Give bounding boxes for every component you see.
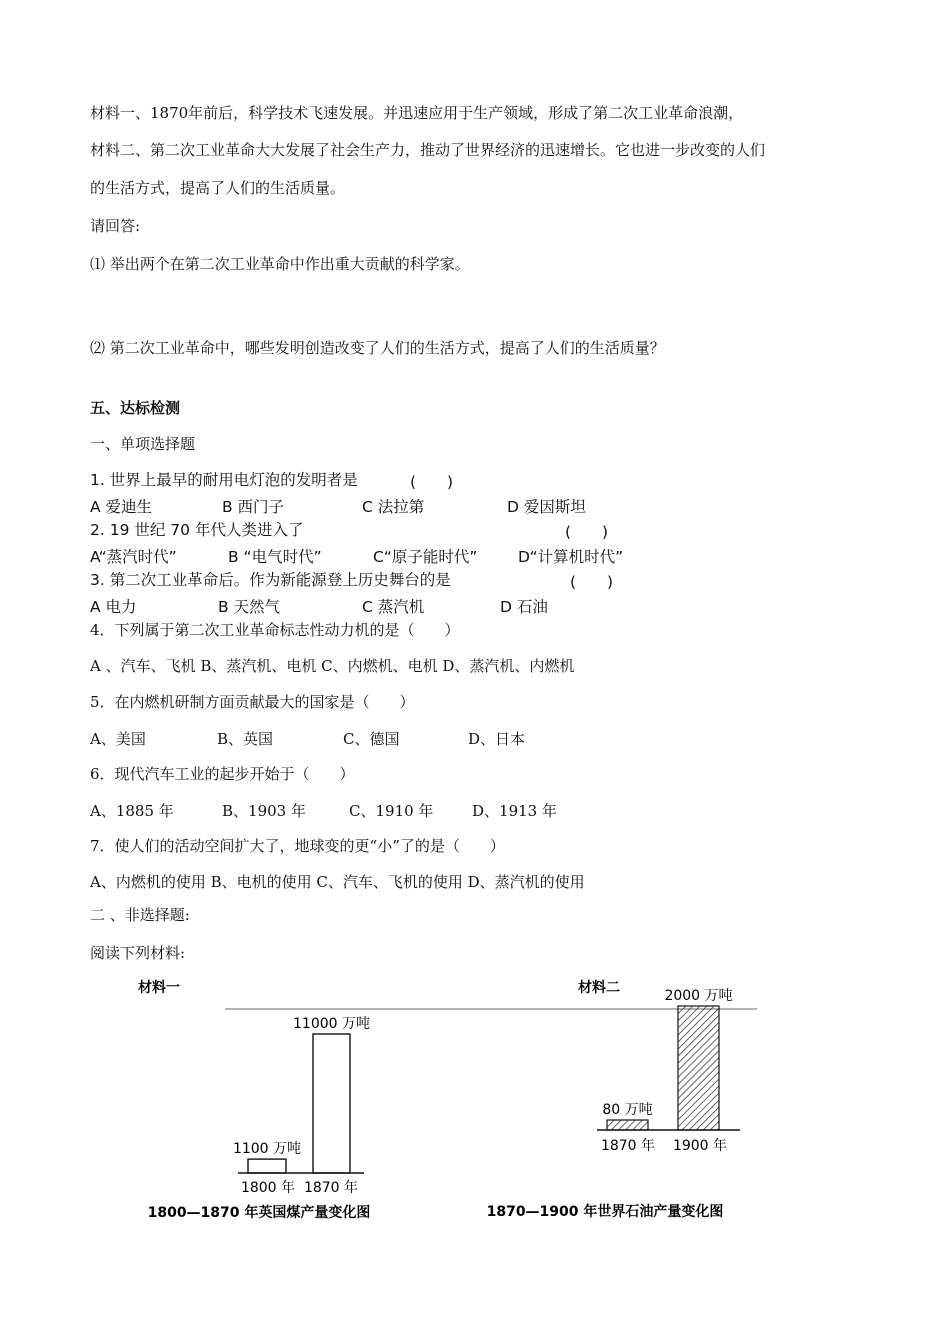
option-b: B、英国 [217, 730, 274, 748]
option-d: D“计算机时代” [518, 548, 624, 566]
option-a: A 电力 [90, 598, 137, 616]
chart-label: 材料一 [138, 980, 180, 996]
option-c: C、德国 [343, 730, 400, 748]
option-d: D、日本 [468, 730, 526, 748]
option-b: B “电气时代” [228, 548, 322, 566]
bar [678, 1006, 719, 1130]
option-a: A、美国 [90, 730, 146, 748]
chart-title: 1870—1900 年世界石油产量变化图 [486, 1204, 724, 1220]
options-line: A、内燃机的使用 B、电机的使用 C、汽车、飞机的使用 D、蒸汽机的使用 [90, 873, 585, 891]
option-a: A“蒸汽时代” [90, 548, 177, 566]
answer-paren: ( ) [410, 473, 454, 491]
question-stem: 6．现代汽车工业的起步开始于（ ） [90, 765, 355, 783]
option-c: C 法拉第 [362, 498, 425, 516]
option-a: A 爱迪生 [90, 498, 153, 516]
section-title: 五、达标检测 [90, 399, 181, 417]
chart-label: 材料二 [578, 980, 620, 996]
data-label: 11000 万吨 [293, 1016, 370, 1032]
option-d: D 石油 [500, 598, 548, 616]
bar-charts [0, 970, 950, 1230]
data-label: 2000 万吨 [664, 988, 733, 1004]
option-c: C 蒸汽机 [362, 598, 425, 616]
options-line: A 、汽车、飞机 B、蒸汽机、电机 C、内燃机、电机 D、蒸汽机、内燃机 [90, 657, 575, 675]
question-stem: 3. 第二次工业革命后。作为新能源登上历史舞台的是 [90, 571, 451, 589]
question-1-text: ⑴ 举出两个在第二次工业革命中作出重大贡献的科学家。 [90, 255, 470, 273]
bar [313, 1034, 350, 1173]
question-2-text: ⑵ 第二次工业革命中，哪些发明创造改变了人们的生活方式，提高了人们的生活质量？ [90, 339, 665, 357]
option-c: C“原子能时代” [373, 548, 478, 566]
chart-title: 1800—1870 年英国煤产量变化图 [147, 1205, 371, 1221]
option-d: D、1913 年 [472, 802, 557, 820]
material-two-text-cont: 的生活方式，提高了人们的生活质量。 [90, 179, 346, 197]
answer-paren: ( ) [565, 523, 609, 541]
single-choice-heading: 一、单项选择题 [90, 435, 196, 453]
tick-label: 1800 年 [240, 1180, 296, 1196]
answer-prompt: 请回答: [90, 217, 141, 235]
option-b: B、1903 年 [222, 802, 306, 820]
tick-label: 1900 年 [672, 1138, 728, 1154]
material-one-text: 材料一、1870年前后，科学技术飞速发展。并迅速应用于生产领域，形成了第二次工业革命浪潮， [90, 104, 744, 122]
question-stem: 5．在内燃机研制方面贡献最大的国家是（ ） [90, 693, 415, 711]
question-stem: 7．使人们的活动空间扩大了，地球变的更“小”了的是（ ） [90, 837, 505, 855]
answer-paren: ( ) [570, 573, 614, 591]
option-a: A、1885 年 [90, 802, 174, 820]
tick-label: 1870 年 [303, 1180, 359, 1196]
data-label: 1100 万吨 [232, 1141, 302, 1158]
question-stem: 1. 世界上最早的耐用电灯泡的发明者是 [90, 471, 358, 489]
question-stem: 4．下列属于第二次工业革命标志性动力机的是（ ） [90, 621, 460, 639]
coal-chart [138, 979, 757, 1221]
non-choice-heading: 二 、非选择题: [90, 906, 190, 924]
question-stem: 2. 19 世纪 70 年代人类进入了 [90, 521, 304, 539]
option-d: D 爱因斯坦 [507, 498, 586, 516]
option-b: B 天然气 [218, 598, 281, 616]
option-c: C、1910 年 [349, 802, 434, 820]
bar [248, 1159, 286, 1173]
read-instruction: 阅读下列材料: [90, 944, 186, 962]
material-two-text: 材料二、第二次工业革命大大发展了社会生产力，推动了世界经济的迅速增长。它也进一步改变的人们 [90, 141, 766, 159]
oil-chart [487, 979, 740, 1220]
option-b: B 西门子 [222, 498, 285, 516]
tick-label: 1870 年 [600, 1138, 656, 1154]
data-label: 80 万吨 [602, 1102, 653, 1118]
bar [607, 1120, 648, 1130]
